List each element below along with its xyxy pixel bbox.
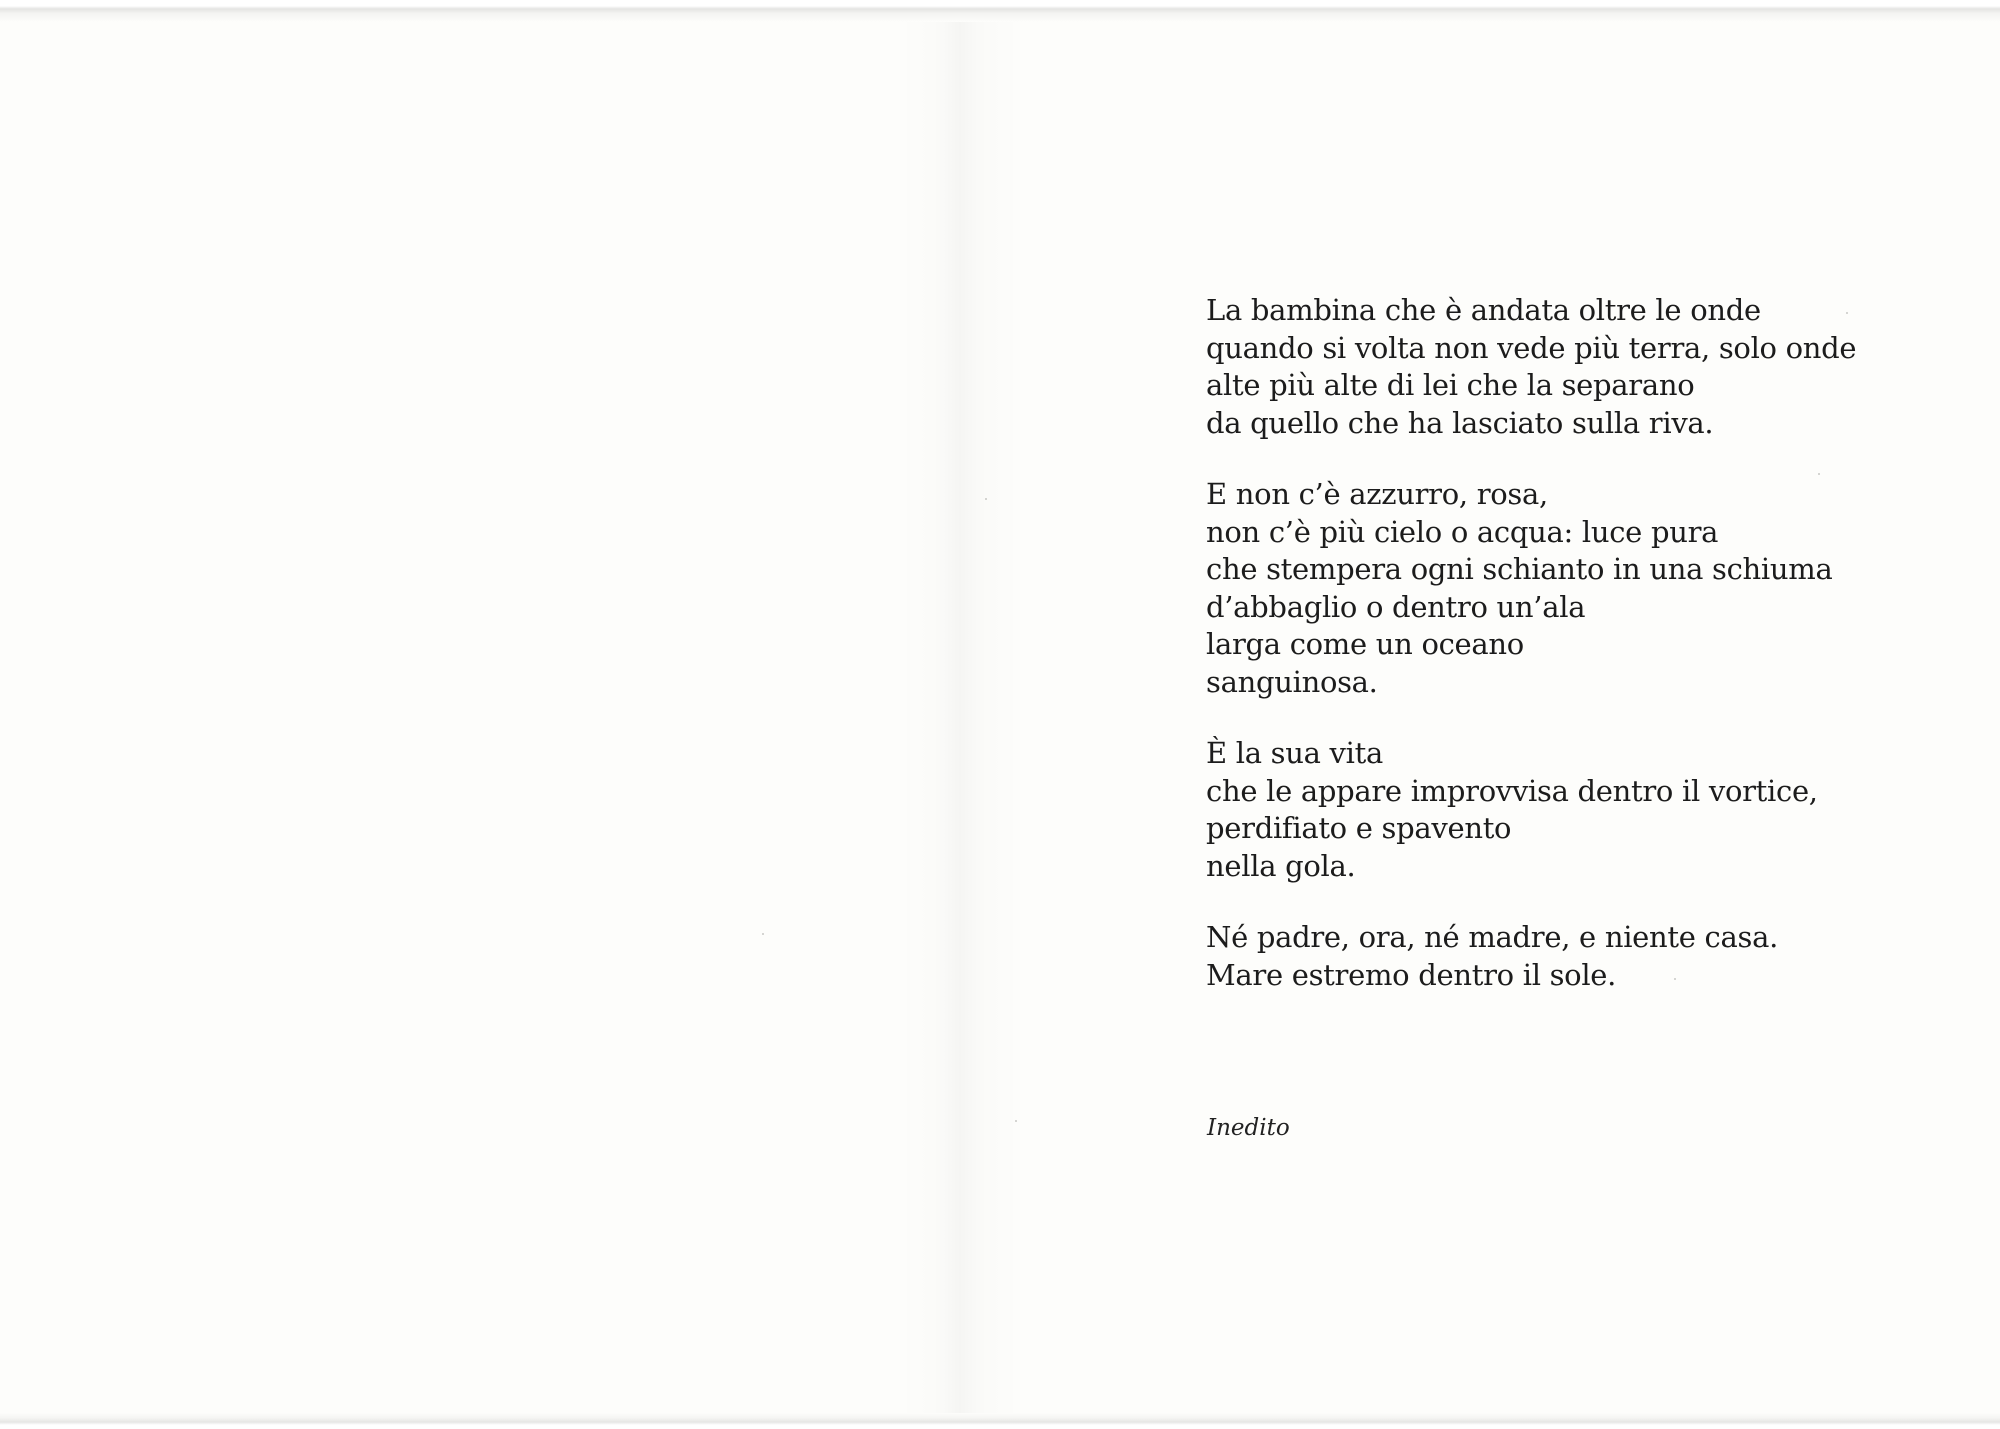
paper-speck bbox=[762, 933, 764, 935]
poem-stanza-4 bbox=[1206, 919, 1966, 994]
poem-line: che le appare improvvisa dentro il vortice, bbox=[1206, 773, 1818, 808]
poem-line: d’abbaglio o dentro un’ala bbox=[1206, 589, 1586, 624]
poem-line: da quello che ha lasciato sulla riva. bbox=[1206, 405, 1714, 440]
poem-line: E non c’è azzurro, rosa, bbox=[1206, 477, 1548, 511]
poem-line: alte più alte di lei che la separano bbox=[1206, 368, 1695, 402]
poem-line: perdifiato e spavento bbox=[1206, 811, 1512, 845]
paper-speck bbox=[1015, 1120, 1017, 1122]
poem-line: nella gola. bbox=[1206, 848, 1356, 883]
poem-line: È la sua vita bbox=[1206, 736, 1383, 770]
poem bbox=[1206, 292, 1966, 994]
poem-line: Mare estremo dentro il sole. bbox=[1206, 957, 1617, 992]
poem-line: non c’è più cielo o acqua: luce pura bbox=[1206, 514, 1719, 549]
publication-note: Inedito bbox=[1207, 1115, 1290, 1141]
poem-stanza-3 bbox=[1206, 735, 1966, 885]
left-page bbox=[0, 0, 965, 1429]
poem-line: Né padre, ora, né madre, e niente casa. bbox=[1206, 920, 1778, 954]
poem-stanza-2 bbox=[1206, 476, 1966, 701]
poem-line: quando si volta non vede più terra, solo onde bbox=[1206, 330, 1857, 365]
bottom-paper-edge bbox=[0, 1413, 2000, 1429]
poem-line: larga come un oceano bbox=[1206, 627, 1524, 661]
poem-stanza-1 bbox=[1206, 292, 1966, 442]
book-gutter bbox=[900, 0, 1020, 1429]
poem-line: che stempera ogni schianto in una schiuma bbox=[1206, 552, 1833, 586]
top-paper-edge bbox=[0, 0, 2000, 22]
poem-line: sanguinosa. bbox=[1206, 664, 1378, 699]
poem-line: La bambina che è andata oltre le onde bbox=[1206, 293, 1761, 327]
paper-speck bbox=[985, 498, 987, 500]
